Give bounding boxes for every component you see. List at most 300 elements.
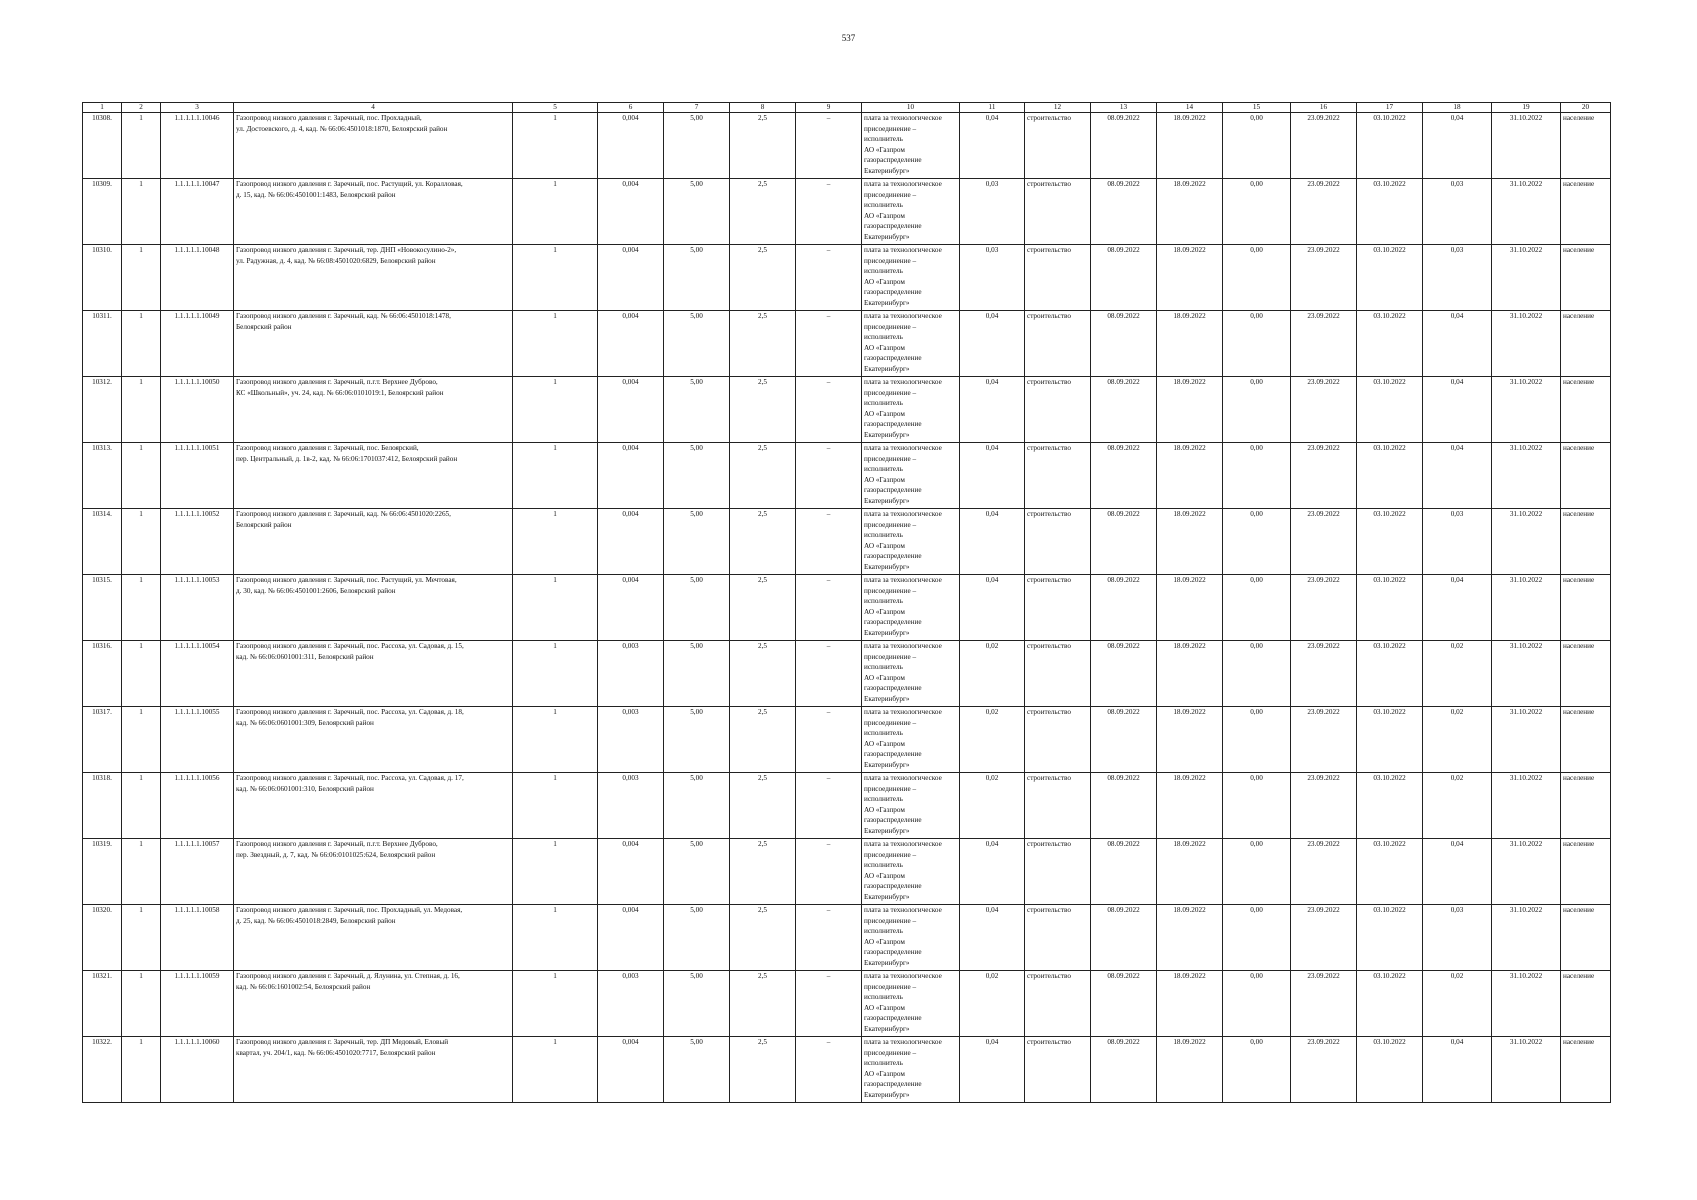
cell-object-code: 1.1.1.1.1.10047	[161, 179, 234, 245]
column-header-6: 6	[598, 103, 664, 113]
column-header-10: 10	[862, 103, 960, 113]
cell-actual-value: 0,00	[1223, 1037, 1291, 1103]
cell-unit-count: 1	[513, 245, 598, 311]
cell-end-date-fact: 03.10.2022	[1357, 311, 1423, 377]
cell-pressure-value: 5,00	[664, 773, 730, 839]
cell-capacity-value: 0,003	[598, 641, 664, 707]
cell-capacity-value: 0,004	[598, 113, 664, 179]
cell-reserve-value: –	[796, 113, 862, 179]
cell-work-type: строительство	[1025, 839, 1091, 905]
cell-start-date-fact: 23.09.2022	[1291, 179, 1357, 245]
cell-actual-value: 0,00	[1223, 641, 1291, 707]
cell-length-value: 2,5	[730, 641, 796, 707]
cell-start-date-planned: 08.09.2022	[1091, 113, 1157, 179]
cell-object-code: 1.1.1.1.1.10046	[161, 113, 234, 179]
cell-funding-source: плата за технологическое присоединение – исполнитель АО «Газпром газораспределение Екатеринбург»	[862, 443, 960, 509]
cell-cost-value: 0,02	[960, 971, 1025, 1037]
cell-object-description: Газопровод низкого давления г. Заречный, п.г.т. Верхнее Дуброво, пер. Звездный, д. 7, кад. № 66:06:0101025:624, Белоярский район	[234, 839, 513, 905]
cell-commission-date: 31.10.2022	[1492, 773, 1561, 839]
cell-work-type: строительство	[1025, 179, 1091, 245]
cell-unit-count: 1	[513, 443, 598, 509]
cell-object-count: 1	[122, 113, 161, 179]
cell-pressure-value: 5,00	[664, 971, 730, 1037]
cell-row-number: 10312.	[83, 377, 122, 443]
cell-work-type: строительство	[1025, 707, 1091, 773]
column-header-19: 19	[1492, 103, 1561, 113]
cell-unit-count: 1	[513, 311, 598, 377]
cell-cost-value: 0,02	[960, 773, 1025, 839]
cell-commission-date: 31.10.2022	[1492, 377, 1561, 443]
cell-end-date-fact: 03.10.2022	[1357, 1037, 1423, 1103]
cell-consumer-category: население	[1561, 1037, 1611, 1103]
cell-start-date-fact: 23.09.2022	[1291, 1037, 1357, 1103]
cell-end-date-planned: 18.09.2022	[1157, 245, 1223, 311]
cell-object-code: 1.1.1.1.1.10060	[161, 1037, 234, 1103]
cell-work-type: строительство	[1025, 773, 1091, 839]
cell-object-count: 1	[122, 179, 161, 245]
cell-cost-value: 0,04	[960, 1037, 1025, 1103]
cell-length-value: 2,5	[730, 773, 796, 839]
cell-total-value: 0,03	[1423, 245, 1492, 311]
cell-end-date-planned: 18.09.2022	[1157, 707, 1223, 773]
cell-funding-source: плата за технологическое присоединение – исполнитель АО «Газпром газораспределение Екатеринбург»	[862, 971, 960, 1037]
cell-start-date-fact: 23.09.2022	[1291, 443, 1357, 509]
cell-object-code: 1.1.1.1.1.10048	[161, 245, 234, 311]
cell-object-code: 1.1.1.1.1.10052	[161, 509, 234, 575]
cell-commission-date: 31.10.2022	[1492, 509, 1561, 575]
cell-end-date-planned: 18.09.2022	[1157, 443, 1223, 509]
cell-start-date-planned: 08.09.2022	[1091, 839, 1157, 905]
column-header-20: 20	[1561, 103, 1611, 113]
cell-row-number: 10308.	[83, 113, 122, 179]
cell-end-date-fact: 03.10.2022	[1357, 377, 1423, 443]
column-header-3: 3	[161, 103, 234, 113]
cell-end-date-fact: 03.10.2022	[1357, 575, 1423, 641]
cell-pressure-value: 5,00	[664, 245, 730, 311]
cell-work-type: строительство	[1025, 509, 1091, 575]
cell-funding-source: плата за технологическое присоединение – исполнитель АО «Газпром газораспределение Екатеринбург»	[862, 773, 960, 839]
cell-capacity-value: 0,004	[598, 839, 664, 905]
cell-capacity-value: 0,004	[598, 377, 664, 443]
column-header-5: 5	[513, 103, 598, 113]
cell-commission-date: 31.10.2022	[1492, 1037, 1561, 1103]
cell-object-code: 1.1.1.1.1.10049	[161, 311, 234, 377]
cell-start-date-fact: 23.09.2022	[1291, 707, 1357, 773]
cell-start-date-planned: 08.09.2022	[1091, 179, 1157, 245]
cell-object-count: 1	[122, 707, 161, 773]
cell-funding-source: плата за технологическое присоединение – исполнитель АО «Газпром газораспределение Екатеринбург»	[862, 311, 960, 377]
cell-start-date-fact: 23.09.2022	[1291, 773, 1357, 839]
table-row	[83, 113, 1611, 179]
investment-register-table	[82, 102, 1611, 1103]
cell-end-date-fact: 03.10.2022	[1357, 773, 1423, 839]
cell-commission-date: 31.10.2022	[1492, 311, 1561, 377]
cell-total-value: 0,04	[1423, 575, 1492, 641]
cell-commission-date: 31.10.2022	[1492, 113, 1561, 179]
cell-start-date-planned: 08.09.2022	[1091, 971, 1157, 1037]
cell-row-number: 10318.	[83, 773, 122, 839]
cell-end-date-planned: 18.09.2022	[1157, 113, 1223, 179]
cell-row-number: 10314.	[83, 509, 122, 575]
column-header-15: 15	[1223, 103, 1291, 113]
column-header-18: 18	[1423, 103, 1492, 113]
cell-cost-value: 0,04	[960, 377, 1025, 443]
cell-actual-value: 0,00	[1223, 707, 1291, 773]
cell-work-type: строительство	[1025, 575, 1091, 641]
cell-cost-value: 0,04	[960, 509, 1025, 575]
cell-consumer-category: население	[1561, 971, 1611, 1037]
cell-total-value: 0,02	[1423, 971, 1492, 1037]
cell-end-date-fact: 03.10.2022	[1357, 245, 1423, 311]
cell-reserve-value: –	[796, 245, 862, 311]
cell-end-date-planned: 18.09.2022	[1157, 773, 1223, 839]
cell-commission-date: 31.10.2022	[1492, 245, 1561, 311]
cell-actual-value: 0,00	[1223, 443, 1291, 509]
column-header-8: 8	[730, 103, 796, 113]
cell-end-date-planned: 18.09.2022	[1157, 509, 1223, 575]
cell-funding-source: плата за технологическое присоединение – исполнитель АО «Газпром газораспределение Екатеринбург»	[862, 1037, 960, 1103]
cell-actual-value: 0,00	[1223, 575, 1291, 641]
cell-funding-source: плата за технологическое присоединение – исполнитель АО «Газпром газораспределение Екатеринбург»	[862, 641, 960, 707]
cell-funding-source: плата за технологическое присоединение – исполнитель АО «Газпром газораспределение Екатеринбург»	[862, 575, 960, 641]
cell-end-date-planned: 18.09.2022	[1157, 839, 1223, 905]
cell-start-date-fact: 23.09.2022	[1291, 641, 1357, 707]
cell-object-code: 1.1.1.1.1.10054	[161, 641, 234, 707]
cell-consumer-category: население	[1561, 839, 1611, 905]
cell-consumer-category: население	[1561, 113, 1611, 179]
cell-total-value: 0,02	[1423, 641, 1492, 707]
cell-object-description: Газопровод низкого давления г. Заречный, пос. Рассоха, ул. Садовая, д. 17, кад. № 66:06:0601001:310, Белоярский район	[234, 773, 513, 839]
cell-pressure-value: 5,00	[664, 443, 730, 509]
cell-funding-source: плата за технологическое присоединение – исполнитель АО «Газпром газораспределение Екатеринбург»	[862, 113, 960, 179]
cell-commission-date: 31.10.2022	[1492, 443, 1561, 509]
cell-reserve-value: –	[796, 641, 862, 707]
table-row	[83, 575, 1611, 641]
cell-funding-source: плата за технологическое присоединение – исполнитель АО «Газпром газораспределение Екатеринбург»	[862, 707, 960, 773]
table-header	[83, 103, 1611, 113]
column-header-13: 13	[1091, 103, 1157, 113]
table-row	[83, 839, 1611, 905]
column-header-11: 11	[960, 103, 1025, 113]
cell-actual-value: 0,00	[1223, 971, 1291, 1037]
cell-object-description: Газопровод низкого давления г. Заречный, д. Ялунина, ул. Степная, д. 16, кад. № 66:06:1601002:54, Белоярский район	[234, 971, 513, 1037]
cell-start-date-fact: 23.09.2022	[1291, 839, 1357, 905]
cell-reserve-value: –	[796, 839, 862, 905]
cell-object-description: Газопровод низкого давления г. Заречный, пос. Растущий, ул. Мечтовая, д. 30, кад. № 66:06:4501001:2606, Белоярский район	[234, 575, 513, 641]
cell-object-description: Газопровод низкого давления г. Заречный, кад. № 66:06:4501018:1478, Белоярский район	[234, 311, 513, 377]
cell-object-code: 1.1.1.1.1.10050	[161, 377, 234, 443]
cell-object-description: Газопровод низкого давления г. Заречный, тер. ДНП «Новокосулино-2», ул. Радужная, д. 4, кад. № 66:08:4501020:6829, Белоярский район	[234, 245, 513, 311]
cell-commission-date: 31.10.2022	[1492, 905, 1561, 971]
cell-actual-value: 0,00	[1223, 311, 1291, 377]
cell-reserve-value: –	[796, 707, 862, 773]
cell-commission-date: 31.10.2022	[1492, 971, 1561, 1037]
cell-start-date-planned: 08.09.2022	[1091, 641, 1157, 707]
cell-object-count: 1	[122, 971, 161, 1037]
cell-pressure-value: 5,00	[664, 575, 730, 641]
table-row	[83, 773, 1611, 839]
cell-object-description: Газопровод низкого давления г. Заречный, пос. Прохладный, ул. Достоевского, д. 4, кад. № 66:06:4501018:1870, Белоярский район	[234, 113, 513, 179]
cell-length-value: 2,5	[730, 509, 796, 575]
table-body	[83, 113, 1611, 1103]
cell-work-type: строительство	[1025, 1037, 1091, 1103]
cell-end-date-planned: 18.09.2022	[1157, 971, 1223, 1037]
cell-work-type: строительство	[1025, 311, 1091, 377]
cell-total-value: 0,03	[1423, 905, 1492, 971]
cell-pressure-value: 5,00	[664, 1037, 730, 1103]
cell-consumer-category: население	[1561, 905, 1611, 971]
cell-object-count: 1	[122, 311, 161, 377]
cell-start-date-planned: 08.09.2022	[1091, 509, 1157, 575]
cell-object-description: Газопровод низкого давления г. Заречный, пос. Рассоха, ул. Садовая, д. 18, кад. № 66:06:0601001:309, Белоярский район	[234, 707, 513, 773]
cell-start-date-planned: 08.09.2022	[1091, 377, 1157, 443]
cell-end-date-fact: 03.10.2022	[1357, 905, 1423, 971]
cell-unit-count: 1	[513, 377, 598, 443]
cell-start-date-planned: 08.09.2022	[1091, 443, 1157, 509]
cell-commission-date: 31.10.2022	[1492, 707, 1561, 773]
cell-object-description: Газопровод низкого давления г. Заречный, пос. Прохладный, ул. Медовая, д. 25, кад. № 66:06:4501018:2849, Белоярский район	[234, 905, 513, 971]
cell-funding-source: плата за технологическое присоединение – исполнитель АО «Газпром газораспределение Екатеринбург»	[862, 179, 960, 245]
cell-total-value: 0,04	[1423, 443, 1492, 509]
cell-cost-value: 0,04	[960, 575, 1025, 641]
table-row	[83, 245, 1611, 311]
cell-start-date-planned: 08.09.2022	[1091, 707, 1157, 773]
cell-unit-count: 1	[513, 707, 598, 773]
cell-actual-value: 0,00	[1223, 113, 1291, 179]
cell-capacity-value: 0,004	[598, 443, 664, 509]
column-header-4: 4	[234, 103, 513, 113]
cell-length-value: 2,5	[730, 377, 796, 443]
cell-end-date-fact: 03.10.2022	[1357, 971, 1423, 1037]
cell-commission-date: 31.10.2022	[1492, 641, 1561, 707]
cell-reserve-value: –	[796, 1037, 862, 1103]
cell-consumer-category: население	[1561, 509, 1611, 575]
cell-pressure-value: 5,00	[664, 377, 730, 443]
cell-end-date-planned: 18.09.2022	[1157, 905, 1223, 971]
cell-object-count: 1	[122, 839, 161, 905]
cell-object-count: 1	[122, 641, 161, 707]
cell-reserve-value: –	[796, 773, 862, 839]
cell-unit-count: 1	[513, 1037, 598, 1103]
cell-work-type: строительство	[1025, 113, 1091, 179]
cell-capacity-value: 0,004	[598, 905, 664, 971]
cell-cost-value: 0,04	[960, 443, 1025, 509]
cell-capacity-value: 0,003	[598, 707, 664, 773]
cell-work-type: строительство	[1025, 377, 1091, 443]
cell-cost-value: 0,03	[960, 245, 1025, 311]
cell-total-value: 0,04	[1423, 377, 1492, 443]
table-row	[83, 377, 1611, 443]
cell-object-count: 1	[122, 905, 161, 971]
table-row	[83, 707, 1611, 773]
cell-total-value: 0,04	[1423, 311, 1492, 377]
cell-total-value: 0,02	[1423, 707, 1492, 773]
cell-end-date-fact: 03.10.2022	[1357, 113, 1423, 179]
cell-consumer-category: население	[1561, 179, 1611, 245]
cell-pressure-value: 5,00	[664, 641, 730, 707]
cell-start-date-fact: 23.09.2022	[1291, 245, 1357, 311]
column-header-9: 9	[796, 103, 862, 113]
table-row	[83, 443, 1611, 509]
cell-row-number: 10316.	[83, 641, 122, 707]
cell-commission-date: 31.10.2022	[1492, 179, 1561, 245]
cell-start-date-fact: 23.09.2022	[1291, 971, 1357, 1037]
cell-start-date-fact: 23.09.2022	[1291, 905, 1357, 971]
cell-end-date-fact: 03.10.2022	[1357, 179, 1423, 245]
cell-capacity-value: 0,004	[598, 575, 664, 641]
cell-object-count: 1	[122, 773, 161, 839]
cell-work-type: строительство	[1025, 971, 1091, 1037]
cell-unit-count: 1	[513, 773, 598, 839]
cell-object-code: 1.1.1.1.1.10056	[161, 773, 234, 839]
cell-consumer-category: население	[1561, 311, 1611, 377]
cell-total-value: 0,03	[1423, 509, 1492, 575]
cell-reserve-value: –	[796, 443, 862, 509]
cell-pressure-value: 5,00	[664, 905, 730, 971]
cell-length-value: 2,5	[730, 245, 796, 311]
cell-total-value: 0,04	[1423, 1037, 1492, 1103]
column-header-12: 12	[1025, 103, 1091, 113]
cell-start-date-fact: 23.09.2022	[1291, 509, 1357, 575]
cell-actual-value: 0,00	[1223, 377, 1291, 443]
cell-row-number: 10322.	[83, 1037, 122, 1103]
cell-row-number: 10315.	[83, 575, 122, 641]
cell-start-date-planned: 08.09.2022	[1091, 773, 1157, 839]
cell-row-number: 10317.	[83, 707, 122, 773]
cell-length-value: 2,5	[730, 113, 796, 179]
cell-work-type: строительство	[1025, 443, 1091, 509]
cell-end-date-planned: 18.09.2022	[1157, 311, 1223, 377]
cell-actual-value: 0,00	[1223, 839, 1291, 905]
cell-reserve-value: –	[796, 179, 862, 245]
cell-unit-count: 1	[513, 641, 598, 707]
cell-end-date-fact: 03.10.2022	[1357, 707, 1423, 773]
table-row	[83, 311, 1611, 377]
cell-end-date-planned: 18.09.2022	[1157, 179, 1223, 245]
cell-start-date-fact: 23.09.2022	[1291, 575, 1357, 641]
cell-object-code: 1.1.1.1.1.10055	[161, 707, 234, 773]
cell-actual-value: 0,00	[1223, 509, 1291, 575]
cell-funding-source: плата за технологическое присоединение – исполнитель АО «Газпром газораспределение Екатеринбург»	[862, 509, 960, 575]
cell-end-date-fact: 03.10.2022	[1357, 443, 1423, 509]
column-header-14: 14	[1157, 103, 1223, 113]
column-header-16: 16	[1291, 103, 1357, 113]
column-header-7: 7	[664, 103, 730, 113]
cell-object-code: 1.1.1.1.1.10058	[161, 905, 234, 971]
cell-pressure-value: 5,00	[664, 179, 730, 245]
cell-start-date-fact: 23.09.2022	[1291, 113, 1357, 179]
cell-reserve-value: –	[796, 311, 862, 377]
cell-row-number: 10319.	[83, 839, 122, 905]
cell-object-code: 1.1.1.1.1.10057	[161, 839, 234, 905]
cell-length-value: 2,5	[730, 971, 796, 1037]
page-number: 537	[841, 33, 856, 43]
cell-row-number: 10321.	[83, 971, 122, 1037]
cell-cost-value: 0,02	[960, 641, 1025, 707]
cell-reserve-value: –	[796, 971, 862, 1037]
cell-cost-value: 0,03	[960, 179, 1025, 245]
table-row	[83, 179, 1611, 245]
cell-start-date-planned: 08.09.2022	[1091, 575, 1157, 641]
cell-actual-value: 0,00	[1223, 773, 1291, 839]
cell-object-count: 1	[122, 509, 161, 575]
cell-unit-count: 1	[513, 971, 598, 1037]
cell-end-date-fact: 03.10.2022	[1357, 839, 1423, 905]
cell-end-date-planned: 18.09.2022	[1157, 1037, 1223, 1103]
cell-start-date-fact: 23.09.2022	[1291, 377, 1357, 443]
cell-length-value: 2,5	[730, 905, 796, 971]
column-header-1: 1	[83, 103, 122, 113]
cell-length-value: 2,5	[730, 575, 796, 641]
cell-capacity-value: 0,004	[598, 311, 664, 377]
cell-object-count: 1	[122, 245, 161, 311]
cell-row-number: 10311.	[83, 311, 122, 377]
cell-actual-value: 0,00	[1223, 905, 1291, 971]
cell-pressure-value: 5,00	[664, 509, 730, 575]
cell-work-type: строительство	[1025, 905, 1091, 971]
cell-object-count: 1	[122, 377, 161, 443]
cell-capacity-value: 0,004	[598, 245, 664, 311]
cell-funding-source: плата за технологическое присоединение – исполнитель АО «Газпром газораспределение Екатеринбург»	[862, 839, 960, 905]
cell-start-date-fact: 23.09.2022	[1291, 311, 1357, 377]
cell-unit-count: 1	[513, 179, 598, 245]
cell-end-date-fact: 03.10.2022	[1357, 641, 1423, 707]
cell-funding-source: плата за технологическое присоединение – исполнитель АО «Газпром газораспределение Екатеринбург»	[862, 905, 960, 971]
cell-reserve-value: –	[796, 377, 862, 443]
cell-start-date-planned: 08.09.2022	[1091, 245, 1157, 311]
cell-cost-value: 0,04	[960, 905, 1025, 971]
cell-length-value: 2,5	[730, 179, 796, 245]
cell-object-description: Газопровод низкого давления г. Заречный, пос. Белоярский, пер. Центральный, д. 1в-2, кад. № 66:06:1701037:412, Белоярский район	[234, 443, 513, 509]
cell-commission-date: 31.10.2022	[1492, 839, 1561, 905]
cell-end-date-fact: 03.10.2022	[1357, 509, 1423, 575]
cell-start-date-planned: 08.09.2022	[1091, 905, 1157, 971]
cell-reserve-value: –	[796, 905, 862, 971]
cell-object-count: 1	[122, 575, 161, 641]
cell-length-value: 2,5	[730, 707, 796, 773]
cell-cost-value: 0,02	[960, 707, 1025, 773]
cell-row-number: 10310.	[83, 245, 122, 311]
cell-actual-value: 0,00	[1223, 245, 1291, 311]
cell-consumer-category: население	[1561, 377, 1611, 443]
cell-consumer-category: население	[1561, 707, 1611, 773]
cell-capacity-value: 0,004	[598, 1037, 664, 1103]
cell-capacity-value: 0,004	[598, 509, 664, 575]
cell-object-count: 1	[122, 443, 161, 509]
cell-work-type: строительство	[1025, 245, 1091, 311]
cell-end-date-planned: 18.09.2022	[1157, 641, 1223, 707]
cell-cost-value: 0,04	[960, 839, 1025, 905]
cell-pressure-value: 5,00	[664, 707, 730, 773]
cell-object-description: Газопровод низкого давления г. Заречный, п.г.т. Верхнее Дуброво, КС «Школьный», уч. 24, кад. № 66:06:0101019:1, Белоярский район	[234, 377, 513, 443]
cell-start-date-planned: 08.09.2022	[1091, 311, 1157, 377]
cell-reserve-value: –	[796, 575, 862, 641]
cell-total-value: 0,02	[1423, 773, 1492, 839]
cell-consumer-category: население	[1561, 773, 1611, 839]
cell-end-date-planned: 18.09.2022	[1157, 575, 1223, 641]
cell-row-number: 10313.	[83, 443, 122, 509]
cell-total-value: 0,03	[1423, 179, 1492, 245]
cell-total-value: 0,04	[1423, 839, 1492, 905]
cell-capacity-value: 0,003	[598, 773, 664, 839]
cell-row-number: 10309.	[83, 179, 122, 245]
cell-reserve-value: –	[796, 509, 862, 575]
cell-unit-count: 1	[513, 575, 598, 641]
column-number-row	[83, 103, 1611, 113]
cell-length-value: 2,5	[730, 311, 796, 377]
cell-consumer-category: население	[1561, 245, 1611, 311]
cell-pressure-value: 5,00	[664, 311, 730, 377]
